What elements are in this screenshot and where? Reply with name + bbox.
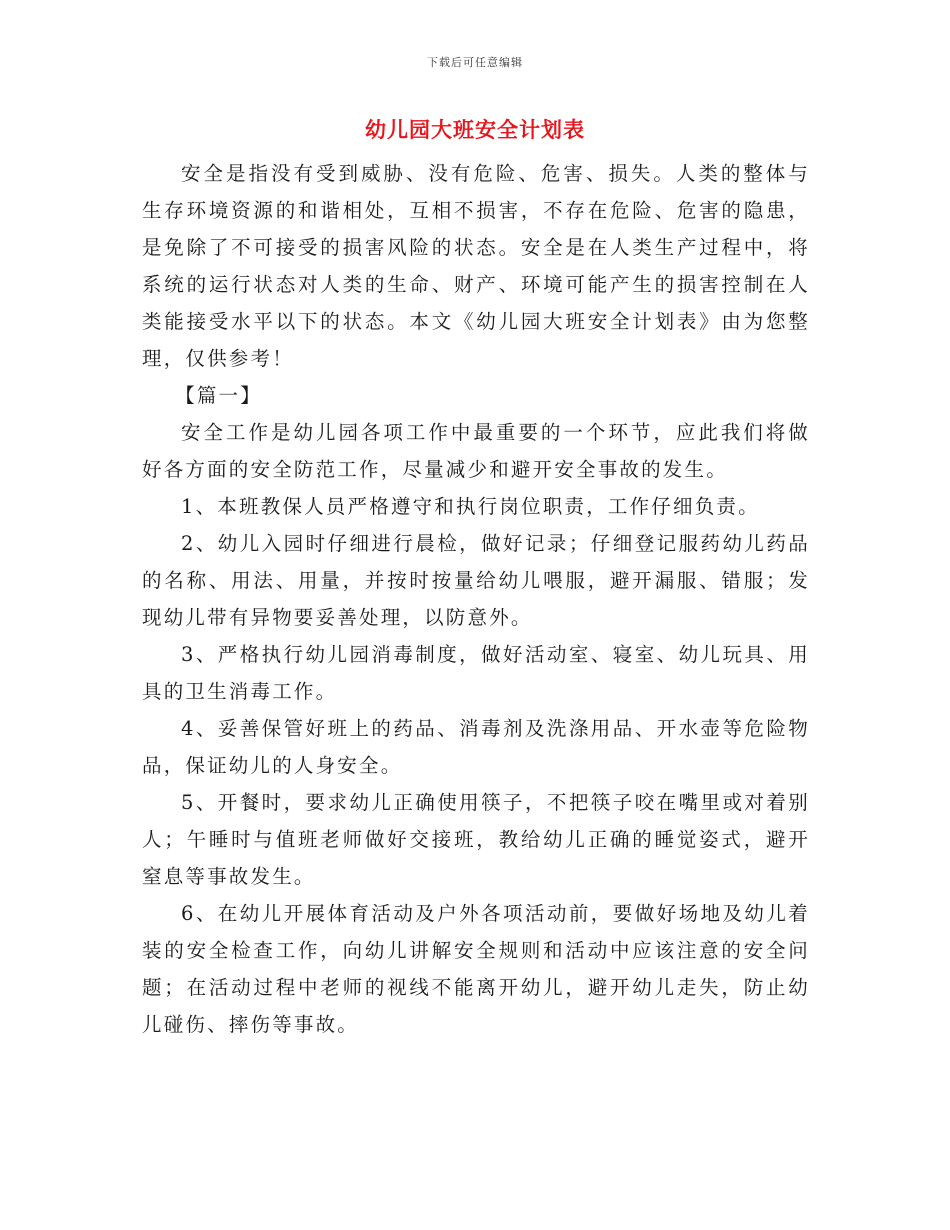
page-title: 幼儿园大班安全计划表 — [365, 117, 585, 142]
header-note: 下载后可任意编辑 — [427, 56, 523, 69]
list-item-2: 2、幼儿入园时仔细进行晨检，做好记录；仔细登记服药幼儿药品的名称、用法、用量，并按时按量给幼儿喂服，避开漏服、错服；发现幼儿带有异物要妥善处理，以防意外。 — [142, 532, 810, 629]
intro-paragraph: 安全是指没有受到威胁、没有危险、危害、损失。人类的整体与生存环境资源的和谐相处，互相不损害，不存在危险、危害的隐患，是免除了不可接受的损害风险的状态。安全是在人类生产过程中，将系统的运行状态对人类的生命、财产、环境可能产生的损害控制在人类能接受水平以下的状态。本文《幼儿园大班安全计划表》由为您整理，仅供参考！ — [142, 162, 810, 370]
section-intro-paragraph: 安全工作是幼儿园各项工作中最重要的一个环节，应此我们将做好各方面的安全防范工作，尽量减少和避开安全事故的发生。 — [142, 421, 810, 481]
list-item-3: 3、严格执行幼儿园消毒制度，做好活动室、寝室、幼儿玩具、用具的卫生消毒工作。 — [142, 643, 810, 703]
document-body — [142, 155, 810, 1043]
list-item-4: 4、妥善保管好班上的药品、消毒剂及洗涤用品、开水壶等危险物品，保证幼儿的人身安全。 — [142, 717, 810, 777]
list-item-1: 1、本班教保人员严格遵守和执行岗位职责，工作仔细负责。 — [181, 495, 760, 518]
list-item-5: 5、开餐时，要求幼儿正确使用筷子，不把筷子咬在嘴里或对着别人；午睡时与值班老师做好交接班，教给幼儿正确的睡觉姿式，避开窒息等事故发生。 — [142, 791, 810, 888]
section-label: 【篇一】 — [175, 384, 262, 407]
list-item-6: 6、在幼儿开展体育活动及户外各项活动前，要做好场地及幼儿着装的安全检查工作，向幼儿讲解安全规则和活动中应该注意的安全问题；在活动过程中老师的视线不能离开幼儿，避开幼儿走失，防止幼儿碰伤、摔伤等事故。 — [142, 902, 810, 1036]
